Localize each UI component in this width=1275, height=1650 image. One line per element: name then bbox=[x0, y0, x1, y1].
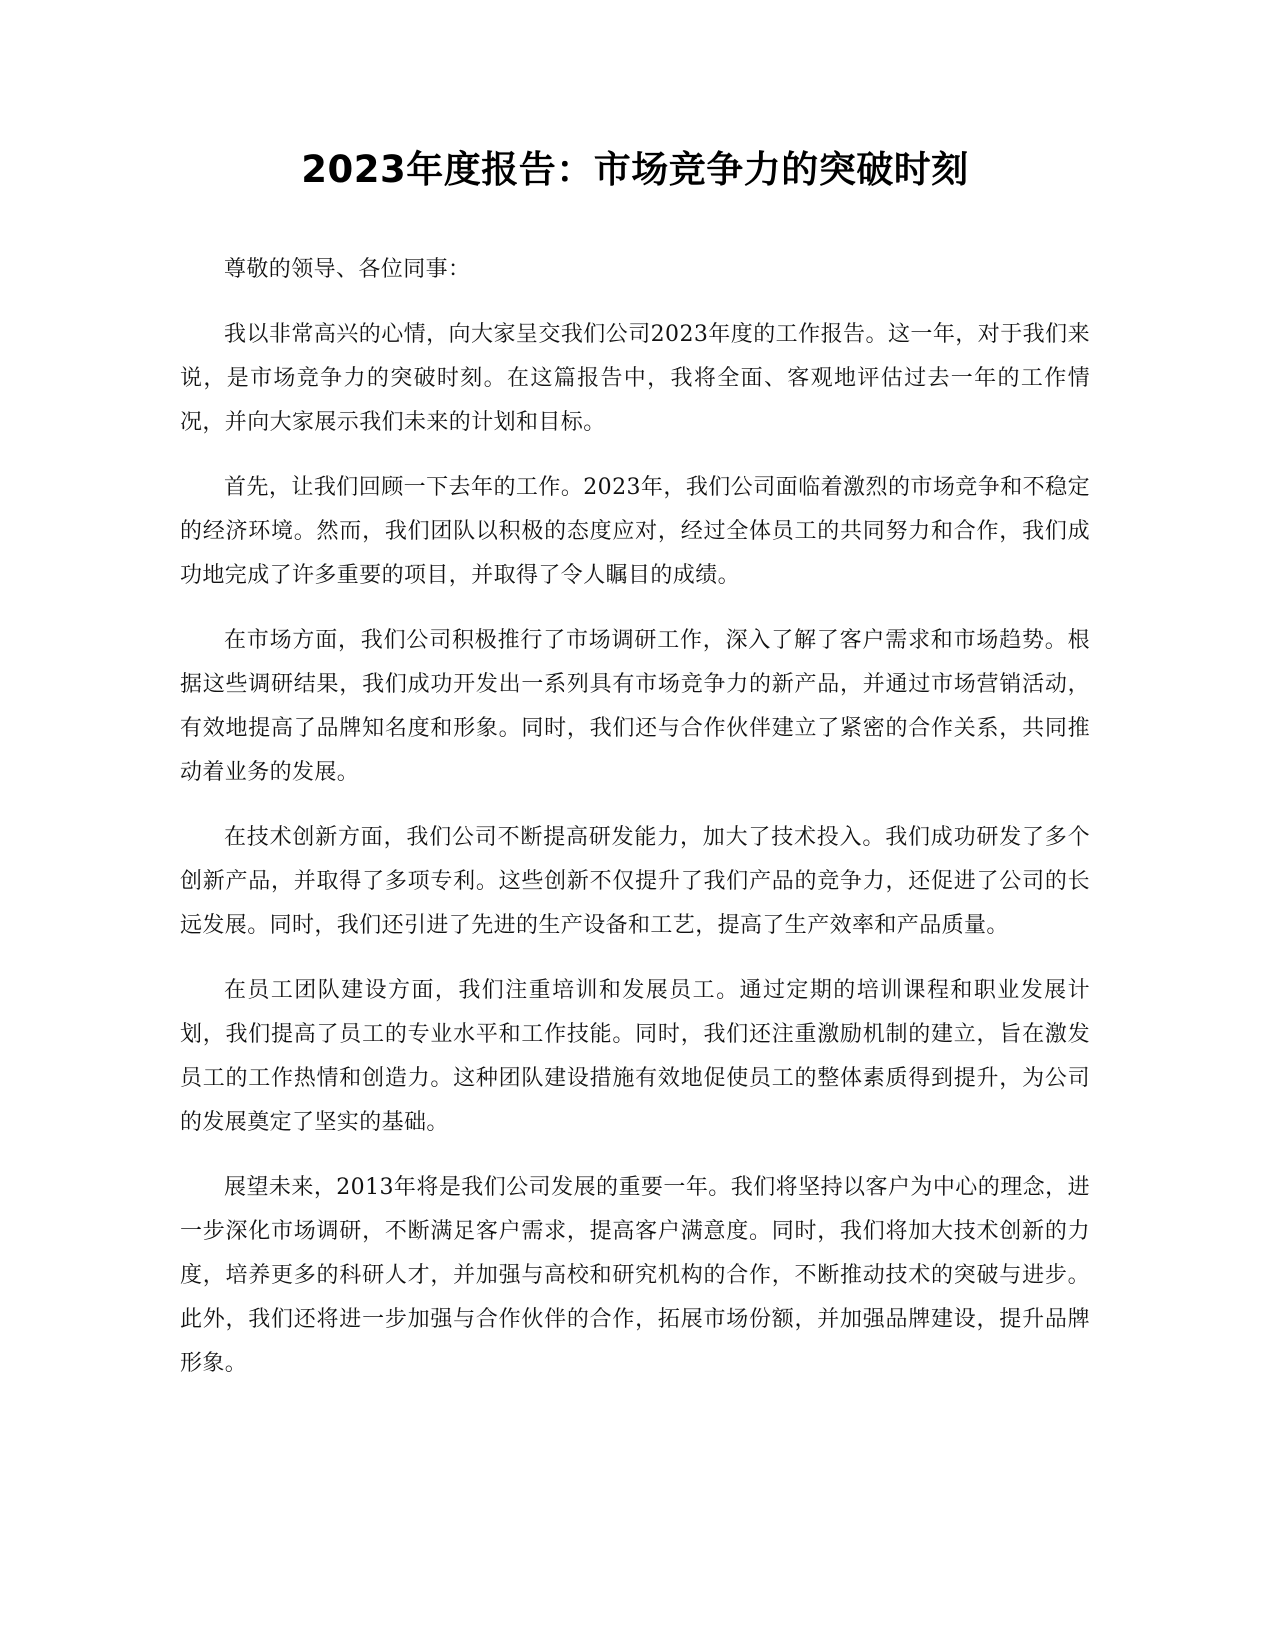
document-page bbox=[180, 140, 1090, 1386]
paragraph-review: 首先，让我们回顾一下去年的工作。2023年，我们公司面临着激烈的市场竞争和不稳定的经济环境。然而，我们团队以积极的态度应对，经过全体员工的共同努力和合作，我们成功地完成了许多重要的项目，并取得了令人瞩目的成绩。 bbox=[180, 475, 1090, 588]
document-title: 2023年度报告：市场竞争力的突破时刻 bbox=[301, 148, 969, 191]
paragraph-intro: 我以非常高兴的心情，向大家呈交我们公司2023年度的工作报告。这一年，对于我们来说，是市场竞争力的突破时刻。在这篇报告中，我将全面、客观地评估过去一年的工作情况，并向大家展示我们未来的计划和目标。 bbox=[180, 322, 1090, 435]
greeting-line: 尊敬的领导、各位同事： bbox=[224, 257, 471, 282]
paragraph-technology: 在技术创新方面，我们公司不断提高研发能力，加大了技术投入。我们成功研发了多个创新产品，并取得了多项专利。这些创新不仅提升了我们产品的竞争力，还促进了公司的长远发展。同时，我们还引进了先进的生产设备和工艺，提高了生产效率和产品质量。 bbox=[180, 825, 1090, 938]
paragraph-market: 在市场方面，我们公司积极推行了市场调研工作，深入了解了客户需求和市场趋势。根据这些调研结果，我们成功开发出一系列具有市场竞争力的新产品，并通过市场营销活动，有效地提高了品牌知名度和形象。同时，我们还与合作伙伴建立了紧密的合作关系，共同推动着业务的发展。 bbox=[180, 628, 1090, 785]
paragraph-team: 在员工团队建设方面，我们注重培训和发展员工。通过定期的培训课程和职业发展计划，我们提高了员工的专业水平和工作技能。同时，我们还注重激励机制的建立，旨在激发员工的工作热情和创造力。这种团队建设措施有效地促使员工的整体素质得到提升，为公司的发展奠定了坚实的基础。 bbox=[180, 978, 1090, 1135]
paragraph-outlook: 展望未来，2013年将是我们公司发展的重要一年。我们将坚持以客户为中心的理念，进一步深化市场调研，不断满足客户需求，提高客户满意度。同时，我们将加大技术创新的力度，培养更多的科研人才，并加强与高校和研究机构的合作，不断推动技术的突破与进步。此外，我们还将进一步加强与合作伙伴的合作，拓展市场份额，并加强品牌建设，提升品牌形象。 bbox=[180, 1175, 1090, 1376]
